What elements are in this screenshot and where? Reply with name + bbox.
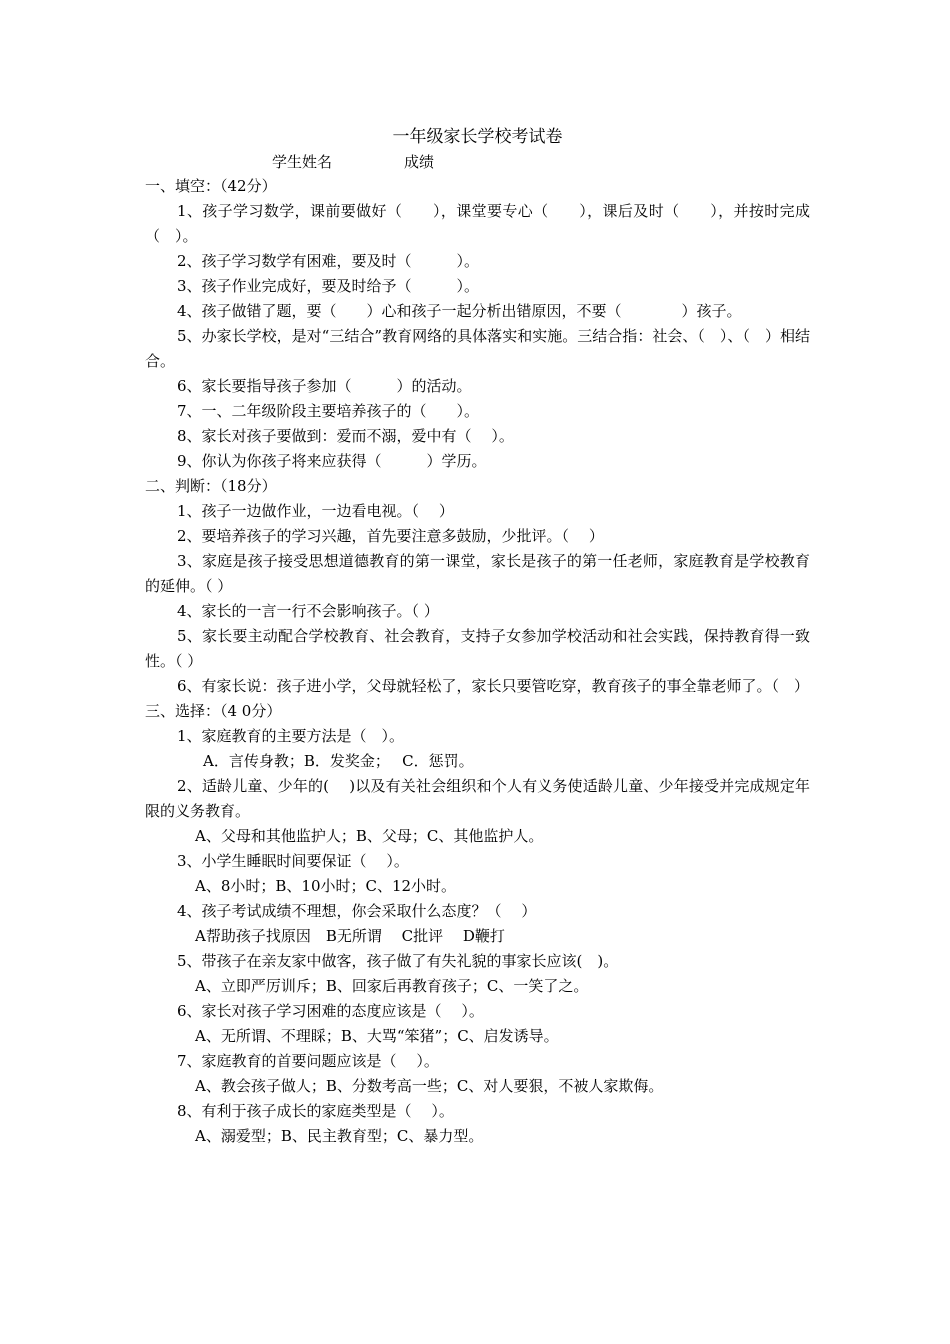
true-false-question: 2、要培养孩子的学习兴趣，首先要注意多鼓励，少批评。（ ）	[177, 527, 604, 545]
true-false-question: 6、有家长说：孩子进小学，父母就轻松了，家长只要管吃穿，教育孩子的事全靠老师了。（ ）	[177, 677, 810, 695]
fill-in-question: 4、孩子做错了题，要（ ）心和孩子一起分析出错原因，不要（ ）孩子。	[177, 302, 742, 320]
score-label: 成绩	[404, 153, 435, 171]
student-info-row	[145, 150, 810, 174]
fill-in-question: 2、孩子学习数学有困难，要及时（ ）。	[177, 252, 480, 270]
section-fill-in-heading: 一、填空：（42分）	[145, 177, 277, 195]
choice-question: 2、适龄儿童、少年的( )以及有关社会组织和个人有义务使适龄儿童、少年接受并完成规定年限的义务教育。	[145, 777, 810, 820]
fill-in-question: 3、孩子作业完成好，要及时给予（ ）。	[177, 277, 480, 295]
section-true-false-heading: 二、判断：（18分）	[145, 477, 277, 495]
fill-in-question: 5、办家长学校，是对“三结合”教育网络的具体落实和实施。三结合指：社会、（ ）、（ ）相结合。	[145, 327, 810, 370]
choice-question: 7、家庭教育的首要问题应该是（ ）。	[177, 1052, 439, 1070]
section-multiple-choice-heading: 三、选择：（4 0分）	[145, 702, 282, 720]
fill-in-question: 1、孩子学习数学，课前要做好（ ），课堂要专心（ ），课后及时（ ），并按时完成（ ）。	[145, 202, 810, 245]
choice-options: A、立即严厉训斥；B、回家后再教育孩子；C、一笑了之。	[195, 977, 589, 995]
fill-in-question: 6、家长要指导孩子参加（ ）的活动。	[177, 377, 472, 395]
true-false-question: 3、家庭是孩子接受思想道德教育的第一课堂，家长是孩子的第一任老师，家庭教育是学校教育的延伸。（ ）	[145, 552, 810, 595]
fill-in-question: 8、家长对孩子要做到：爱而不溺，爱中有（ ）。	[177, 427, 514, 445]
fill-in-question: 7、一、二年级阶段主要培养孩子的（ ）。	[177, 402, 480, 420]
choice-options: A、溺爱型；B、民主教育型；C、暴力型。	[195, 1127, 484, 1145]
choice-question: 5、带孩子在亲友家中做客，孩子做了有失礼貌的事家长应该( )。	[177, 952, 619, 970]
choice-options: A、教会孩子做人；B、分数考高一些；C、对人要狠，不被人家欺侮。	[195, 1077, 664, 1095]
choice-options: A．言传身教；B．发奖金； C．惩罚。	[203, 752, 474, 770]
choice-options: A、无所谓、不理睬；B、大骂“笨猪”；C、启发诱导。	[195, 1027, 559, 1045]
choice-options: A、8小时；B、10小时；C、12小时。	[195, 877, 457, 895]
fill-in-question: 9、你认为你孩子将来应获得（ ）学历。	[177, 452, 487, 470]
choice-options: A、父母和其他监护人；B、父母；C、其他监护人。	[195, 827, 544, 845]
choice-question: 8、有利于孩子成长的家庭类型是（ ）。	[177, 1102, 454, 1120]
choice-question: 4、孩子考试成绩不理想，你会采取什么态度？（ ）	[177, 902, 537, 920]
choice-options: A帮助孩子找原因 B无所谓 C批评 D鞭打	[195, 927, 505, 945]
choice-question: 3、小学生睡眠时间要保证（ ）。	[177, 852, 409, 870]
choice-question: 1、家庭教育的主要方法是（ ）。	[177, 727, 405, 745]
exam-paper	[145, 124, 810, 1149]
page-title: 一年级家长学校考试卷	[392, 127, 563, 147]
true-false-question: 4、家长的一言一行不会影响孩子。（ ）	[177, 602, 439, 620]
student-name-label: 学生姓名	[272, 153, 333, 171]
true-false-question: 5、家长要主动配合学校教育、社会教育，支持子女参加学校活动和社会实践，保持教育得一致性。（ ）	[145, 627, 810, 670]
choice-question: 6、家长对孩子学习困难的态度应该是（ ）。	[177, 1002, 484, 1020]
true-false-question: 1、孩子一边做作业，一边看电视。（ ）	[177, 502, 454, 520]
